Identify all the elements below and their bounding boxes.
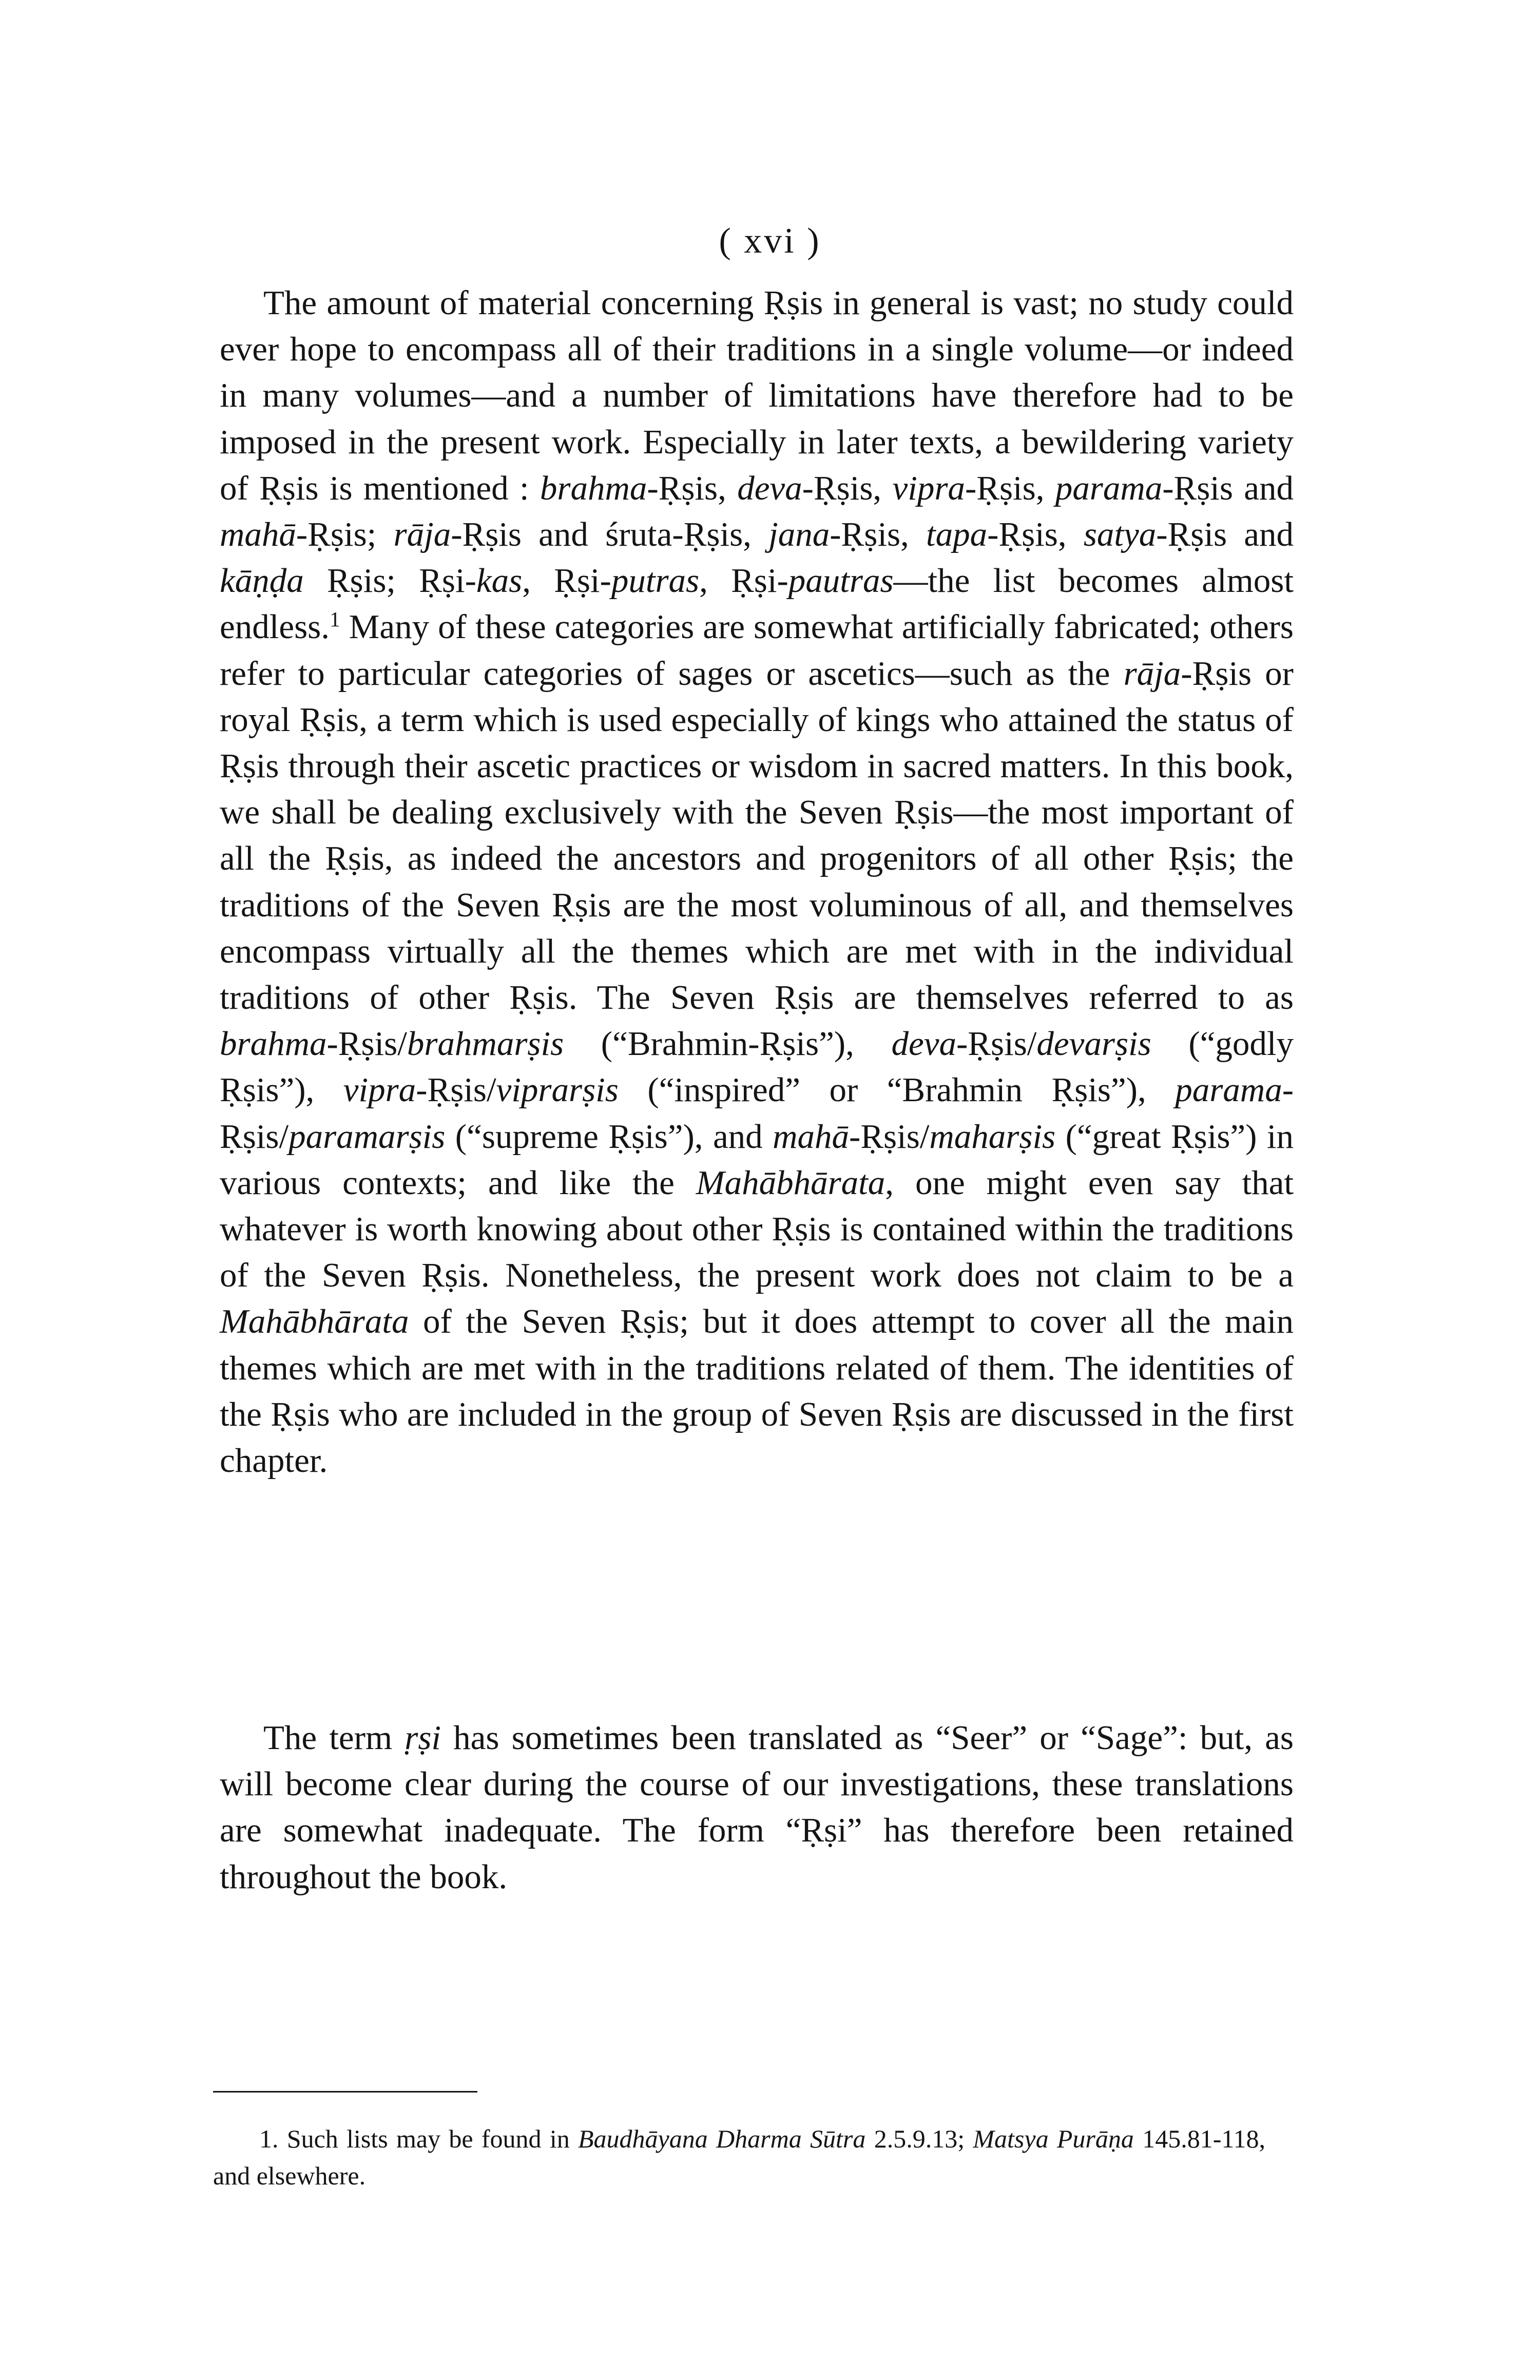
text-run: -Ṛṣis/ bbox=[220, 1071, 1294, 1156]
text-run: Ṛṣis; Ṛṣi- bbox=[303, 562, 476, 600]
text-run: -Ṛṣis/ bbox=[849, 1117, 930, 1156]
text-run: 145.81-118, and elsewhere. bbox=[213, 2124, 1265, 2190]
text-run: -Ṛṣis and śruta-Ṛṣis, bbox=[451, 515, 769, 554]
text-run: , Ṛṣi- bbox=[699, 562, 788, 600]
text-run: , one might even say that whatever is worth knowing about other Ṛṣis is contained within the traditions of the Seven Ṛṣis. Nonetheless, the present work does not claim to be a bbox=[220, 1163, 1294, 1295]
text-run: -Ṛṣis/ bbox=[416, 1071, 496, 1109]
text-run: —the list becomes almost endless. bbox=[220, 562, 1294, 646]
text-run: -Ṛṣis, bbox=[830, 515, 926, 554]
italic-term: parama bbox=[1175, 1071, 1282, 1109]
italic-term: putras bbox=[611, 562, 700, 600]
text-run: (“Brahmin-Ṛṣis”), bbox=[564, 1025, 892, 1063]
italic-term: brahma bbox=[540, 469, 647, 507]
paragraph-text bbox=[220, 280, 1294, 1484]
italic-term: ṛṣi bbox=[405, 1719, 441, 1757]
text-run: -Ṛṣis; bbox=[296, 515, 394, 554]
italic-term: kas bbox=[476, 562, 523, 600]
footnote-marker: 1 bbox=[330, 607, 340, 631]
text-run: -Ṛṣis/ bbox=[956, 1025, 1037, 1063]
text-run: 2.5.9.13; bbox=[865, 2124, 973, 2153]
text-run: (“supreme Ṛṣis”), and bbox=[445, 1117, 773, 1156]
text-run: -Ṛṣis, bbox=[802, 469, 893, 507]
text-run: (“inspired” or “Brahmin Ṛṣis”), bbox=[618, 1071, 1176, 1109]
italic-term: paramarṣis bbox=[288, 1117, 446, 1156]
italic-term: mahā bbox=[773, 1117, 850, 1156]
italic-term: satya bbox=[1083, 515, 1157, 554]
text-run: (“godly Ṛṣis”), bbox=[220, 1025, 1294, 1109]
italic-term: deva bbox=[891, 1025, 956, 1063]
italic-term: devarṣis bbox=[1036, 1025, 1151, 1063]
text-run: -Ṛṣis and bbox=[1156, 515, 1294, 554]
body-paragraph-1 bbox=[220, 280, 1294, 1484]
italic-term: pautras bbox=[788, 562, 894, 600]
italic-term: vipra bbox=[343, 1071, 416, 1109]
text-run: The term bbox=[263, 1719, 405, 1757]
text-run: -Ṛṣis or royal Ṛṣis, a term which is used especially of kings who attained the status of Ṛṣis through their ascetic practices or wisdom in sacred matters. In this book, we shall be dealing exclusively with the Seven Ṛṣis—the most important of all the Ṛṣis, as indeed the ancestors and progenitors of all other Ṛṣis; the traditions of the Seven Ṛṣis are the most voluminous of all, and themselves encompass virtually all the themes which are met with in the individual traditions of other Ṛṣis. The Seven Ṛṣis are themselves referred to as bbox=[220, 654, 1294, 1017]
text-run: -Ṛṣis and bbox=[1162, 469, 1294, 507]
italic-term: jana bbox=[768, 515, 830, 554]
text-run: -Ṛṣis, bbox=[987, 515, 1084, 554]
italic-term: rāja bbox=[393, 515, 451, 554]
footnote bbox=[213, 2120, 1265, 2194]
italic-term: maharṣis bbox=[929, 1117, 1056, 1156]
text-run: has sometimes been translated as “Seer” or “Sage”: but, as will become clear during the course of our investigations, these translations are somewhat inadequate. The form “Ṛṣi” has therefore been retained throughout the book. bbox=[220, 1719, 1294, 1896]
italic-term: kāṇḍa bbox=[220, 562, 304, 600]
text-run: of the Seven Ṛṣis; but it does attempt to cover all the main themes which are met with in the traditions related of them. The identities of the Ṛṣis who are included in the group of Seven Ṛṣis are discussed in the first chapter. bbox=[220, 1302, 1294, 1480]
text-run: -Ṛṣis, bbox=[965, 469, 1055, 507]
text-run: The amount of material concerning Ṛṣis in general is vast; no study could ever hope to encompass all of their traditions in a single volume—or indeed in many volumes—and a number of limitations have therefore had to be imposed in the present work. Especially in later texts, a bewildering variety of Ṛṣis is mentioned : bbox=[220, 284, 1294, 507]
text-run: -Ṛṣis/ bbox=[326, 1025, 407, 1063]
italic-term: Mahābhārata bbox=[696, 1163, 886, 1202]
italic-term: brahmarṣis bbox=[407, 1025, 564, 1063]
italic-term: mahā bbox=[220, 515, 296, 554]
italic-term: parama bbox=[1055, 469, 1163, 507]
italic-term: rāja bbox=[1123, 654, 1181, 693]
italic-term: tapa bbox=[926, 515, 988, 554]
italic-term: Mahābhārata bbox=[220, 1302, 409, 1341]
italic-term: Matsya Purāṇa bbox=[973, 2124, 1134, 2153]
page-number: ( xvi ) bbox=[719, 221, 821, 261]
italic-term: viprarṣis bbox=[496, 1071, 619, 1109]
italic-term: Baudhāyana Dharma Sūtra bbox=[578, 2124, 866, 2153]
footnote-text bbox=[213, 2120, 1265, 2194]
text-run: -Ṛṣis, bbox=[647, 469, 738, 507]
text-run: , Ṛṣi- bbox=[522, 562, 611, 600]
text-run: (“great Ṛṣis”) in various contexts; and like the bbox=[220, 1117, 1294, 1202]
text-run: 1. Such lists may be found in bbox=[259, 2124, 579, 2153]
italic-term: deva bbox=[737, 469, 802, 507]
text-run: Many of these categories are somewhat artificially fabricated; others refer to particular categories of sages or ascetics—such as the bbox=[220, 608, 1294, 693]
paragraph-text bbox=[220, 1715, 1294, 1900]
italic-term: brahma bbox=[220, 1025, 327, 1063]
italic-term: vipra bbox=[892, 469, 965, 507]
footnote-separator bbox=[213, 2091, 477, 2093]
body-paragraph-2 bbox=[220, 1715, 1294, 1900]
